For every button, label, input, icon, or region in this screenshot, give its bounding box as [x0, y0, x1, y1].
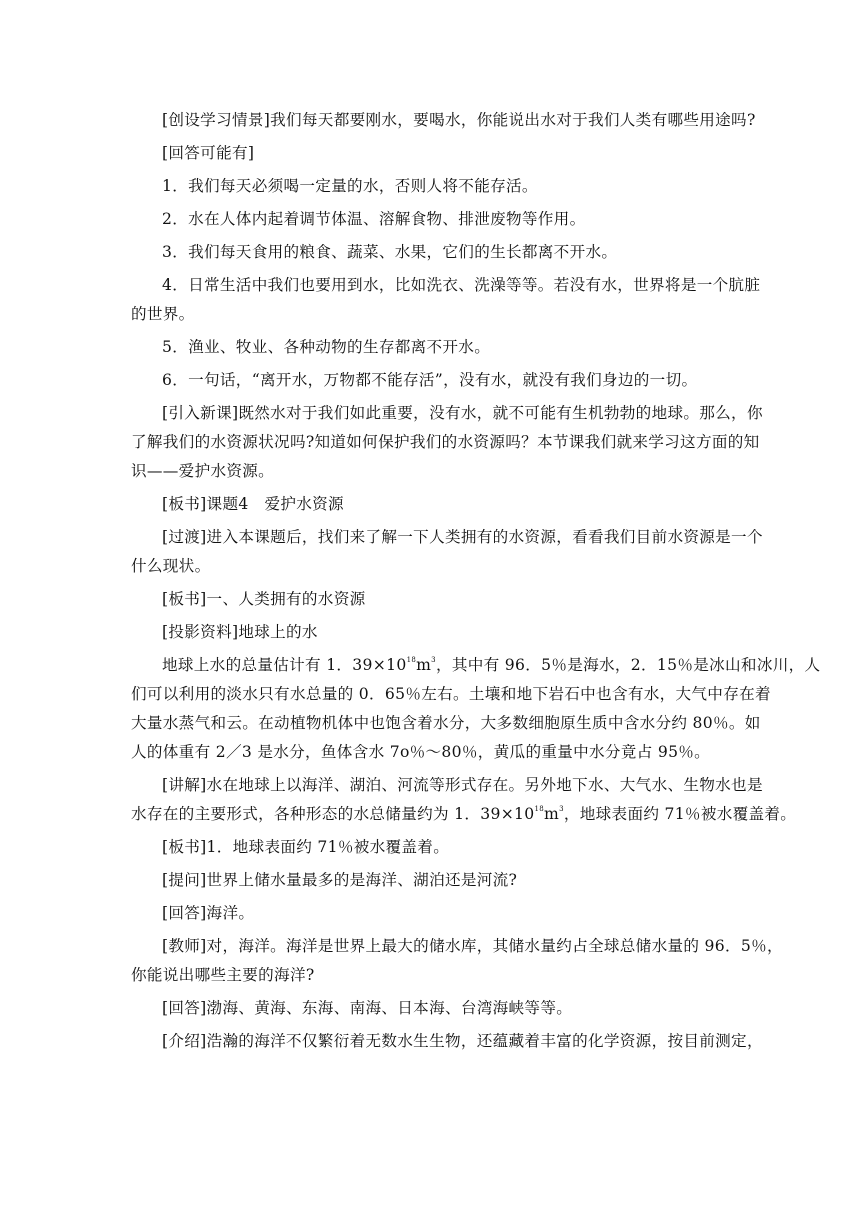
- text-line: [创设学习情景]我们每天都要刚水，要喝水，你能说出水对于我们人类有哪些用途吗?: [162, 111, 756, 129]
- paragraph: [131, 868, 735, 892]
- text-line: [过渡]进入本课题后，找们来了解一下人类拥有的水资源，看看我们目前水资源是一个: [162, 528, 763, 546]
- text-line: 3．我们每天食用的粮食、蔬菜、水果，它们的生长都离不开水。: [162, 243, 618, 261]
- exponent: 18: [534, 805, 545, 813]
- text-line: 识——爱护水资源。: [131, 462, 275, 480]
- paragraph: [131, 587, 735, 611]
- text-line: [回答可能有]: [162, 144, 255, 162]
- paragraph: [131, 273, 761, 326]
- paragraph: [131, 108, 756, 132]
- text-line: [教师]对，海洋。海洋是世界上最大的储水库，其储水量约占全球总储水量的 96．5％，: [162, 937, 783, 955]
- paragraph: [131, 653, 821, 764]
- unit: m: [416, 656, 432, 674]
- unit: m: [544, 805, 560, 823]
- text-line: [投影资料]地球上的水: [162, 623, 318, 641]
- paragraph: [131, 492, 735, 516]
- paragraph: [131, 401, 763, 483]
- paragraph: [131, 620, 735, 644]
- text-line: [引入新课]既然水对于我们如此重要，没有水，就不可能有生机勃勃的地球。那么，你: [162, 404, 763, 422]
- paragraph: [131, 525, 763, 578]
- text-line: 6．一句话，“离开水，万物都不能存活”，没有水，就没有我们身边的一切。: [162, 371, 698, 389]
- text-line: 你能说出哪些主要的海洋?: [131, 966, 315, 984]
- text-segment: ，地球表面约 71％被水覆盖着。: [563, 805, 797, 823]
- text-line: 了解我们的水资源状况吗?知道如何保护我们的水资源吗？本节课我们就来学习这方面的知: [131, 433, 760, 451]
- paragraph: [131, 835, 735, 859]
- paragraph: [131, 141, 735, 165]
- text-line: 4．日常生活中我们也要用到水，比如洗衣、洗澡等等。若没有水，世界将是一个肮脏: [162, 276, 761, 294]
- text-line: 们可以利用的淡水只有水总量的 0．65％左右。土壤和地下岩石中也含有水，大气中存在着: [131, 685, 771, 703]
- text-line: 1．我们每天必须喝一定量的水，否则人将不能存活。: [162, 177, 538, 195]
- text-line: [讲解]水在地球上以海洋、湖泊、河流等形式存在。另外地下水、大气水、生物水也是: [162, 776, 763, 794]
- paragraph: [131, 207, 735, 231]
- paragraph: [131, 1029, 763, 1053]
- paragraph: [131, 934, 783, 987]
- paragraph: [131, 174, 735, 198]
- text-line: [板书]一、人类拥有的水资源: [162, 590, 366, 608]
- text-line: [131, 653, 821, 677]
- unit-exponent: 3: [559, 805, 564, 813]
- text-segment: 水存在的主要形式，各种形态的水总储量约为 1．39×10: [131, 805, 535, 823]
- paragraph: [131, 996, 735, 1020]
- text-line: 的世界。: [131, 305, 195, 323]
- text-line: 大量水蒸气和云。在动植物机体中也饱含着水分，大多数细胞原生质中含水分约 80％。如: [131, 714, 761, 732]
- text-segment: ，其中有 96．5％是海水，2．15％是冰山和冰川，人: [435, 656, 821, 674]
- text-line: [板书]课题4 爱护水资源: [162, 495, 344, 513]
- text-line: 什么现状。: [131, 557, 211, 575]
- text-line: [回答]海洋。: [162, 904, 255, 922]
- text-segment: 地球上水的总量估计有 1．39×10: [162, 656, 407, 674]
- text-line: 5．渔业、牧业、各种动物的生存都离不开水。: [162, 338, 491, 356]
- document-body: [131, 108, 821, 1053]
- text-line: 人的体重有 2／3 是水分，鱼体含水 7o％～80％，黄瓜的重量中水分竟占 95％。: [131, 743, 711, 761]
- paragraph: [131, 368, 735, 392]
- text-line: [介绍]浩瀚的海洋不仅繁衍着无数水生生物，还蕴藏着丰富的化学资源，按目前测定，: [162, 1032, 763, 1050]
- text-line: [板书]1．地球表面约 71％被水覆盖着。: [162, 838, 450, 856]
- text-line: [131, 802, 797, 826]
- paragraph: [131, 901, 735, 925]
- paragraph: [131, 335, 735, 359]
- exponent: 18: [406, 656, 417, 664]
- text-line: 2．水在人体内起着调节体温、溶解食物、排泄废物等作用。: [162, 210, 586, 228]
- paragraph: [131, 240, 735, 264]
- text-line: [提问]世界上储水量最多的是海洋、湖泊还是河流?: [162, 871, 518, 889]
- unit-exponent: 3: [431, 656, 436, 664]
- paragraph: [131, 773, 797, 826]
- text-line: [回答]渤海、黄海、东海、南海、日本海、台湾海峡等等。: [162, 999, 573, 1017]
